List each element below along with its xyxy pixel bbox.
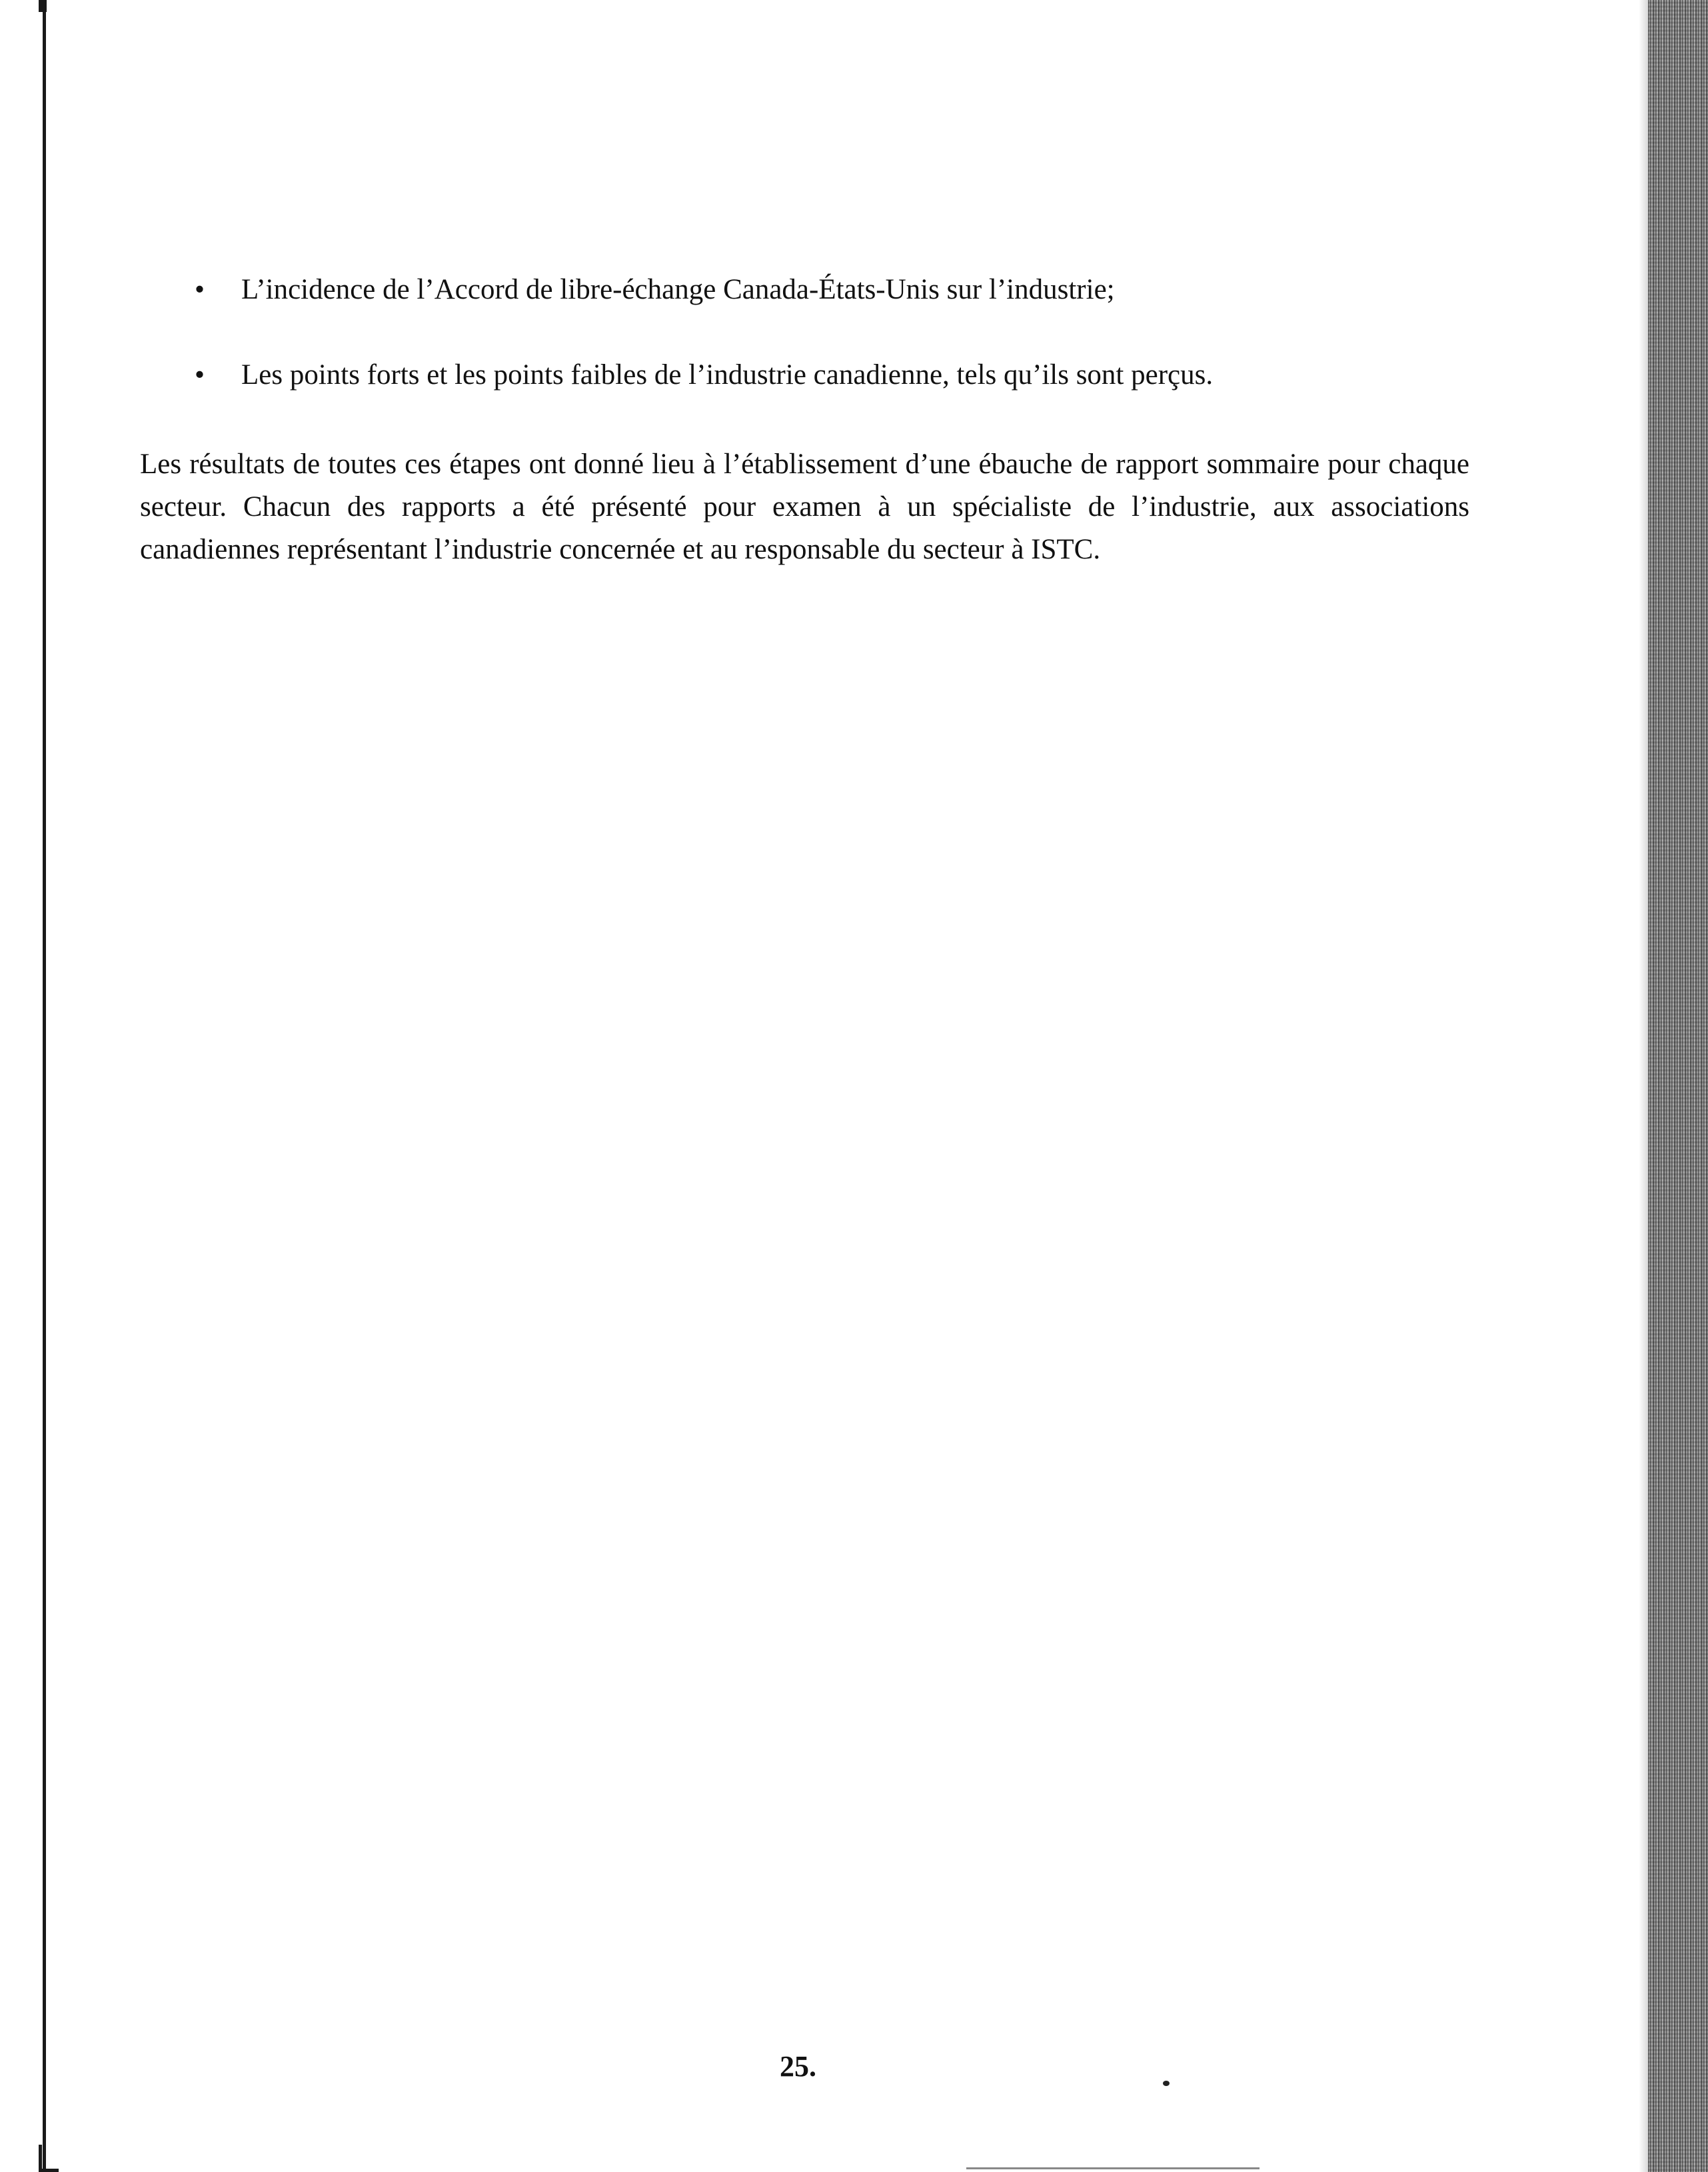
scan-bottom-line: [966, 2167, 1260, 2169]
body-paragraph: Les résultats de toutes ces étapes ont donné lieu à l’établissement d’une ébauche de rapport sommaire pour chaque secteur. Chacun des rapports a été présenté pour examen à un spécialiste de l’industrie, aux associations canadiennes représentant l’industrie concernée et au responsable du secteur à ISTC.: [140, 449, 1469, 565]
list-item-text: Les points forts et les points faibles de l’industrie canadienne, tels qu’ils sont perçus.: [241, 359, 1214, 391]
page-body: [180, 267, 1473, 437]
page-number: 25.: [780, 2050, 816, 2083]
scan-speck: [1163, 2081, 1170, 2086]
binding-shadow: [1639, 0, 1648, 2172]
scan-corner-mark-top: [39, 0, 47, 12]
bullet-icon: •: [195, 359, 205, 391]
list-item: [180, 352, 1473, 399]
scan-left-edge: [43, 0, 46, 2172]
list-item-text: L’incidence de l’Accord de libre-échange Canada-États-Unis sur l’industrie;: [241, 274, 1115, 305]
scan-corner-mark-bottom: [39, 2145, 59, 2172]
bullet-list: [180, 267, 1473, 399]
list-item: [180, 267, 1473, 313]
bullet-icon: •: [195, 274, 205, 305]
scan-binding-edge: [1648, 0, 1708, 2172]
